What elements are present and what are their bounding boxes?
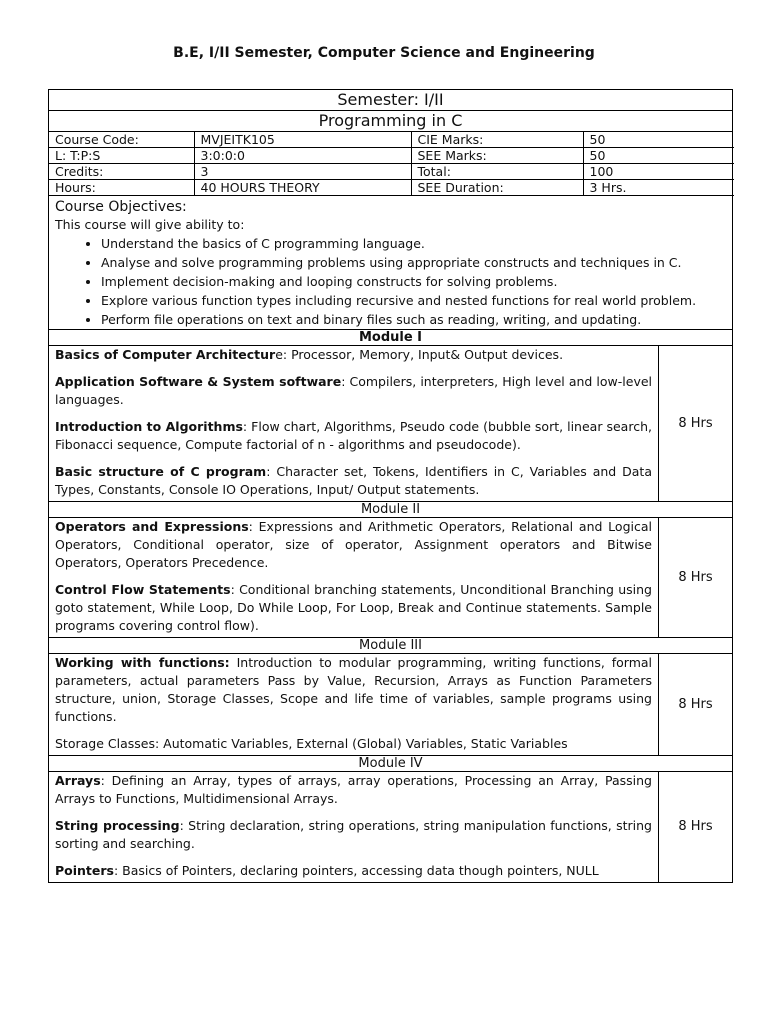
topic-label: Arrays: [55, 773, 101, 788]
module-title: Module III: [49, 638, 732, 654]
topic-label: Basics of Computer Architectur: [55, 347, 276, 362]
topic-text: : Expressions and Arithmetic Operators, Relational and Logical Operators, Conditional operator, size of operator, Assignment operators and Bitwise Operators, Operators Precedence.: [55, 519, 652, 570]
info-label: Total:: [411, 164, 583, 180]
info-value: 50: [583, 148, 734, 164]
module-paragraph: [55, 735, 652, 753]
course-title: Programming in C: [49, 111, 732, 132]
semester-title: Semester: I/II: [49, 90, 732, 111]
info-value: MVJEITK105: [194, 132, 411, 148]
topic-label: Pointers: [55, 863, 114, 878]
info-value: 40 HOURS THEORY: [194, 180, 411, 196]
course-info-table: [49, 132, 734, 196]
topic-text: Storage Classes: Automatic Variables, External (Global) Variables, Static Variables: [55, 736, 568, 751]
topic-text: e: Processor, Memory, Input& Output devices.: [275, 347, 564, 362]
objective-item: • Understand the basics of C programming language.: [101, 234, 726, 253]
module-paragraph: [55, 463, 652, 499]
info-label: Credits:: [49, 164, 194, 180]
topic-label: Basic structure of C program: [55, 464, 267, 479]
topic-text: : String declaration, string operations, string manipulation functions, string sorting and searching.: [55, 818, 652, 851]
module-title: Module I: [49, 330, 732, 346]
objective-item: • Perform file operations on text and binary files such as reading, writing, and updating.: [101, 310, 726, 329]
syllabus-table: [48, 89, 733, 883]
module-content: [49, 772, 659, 882]
info-label: SEE Duration:: [411, 180, 583, 196]
page-header: B.E, I/II Semester, Computer Science and Engineering: [173, 45, 595, 61]
topic-text: : Compilers, interpreters, High level and low-level languages.: [55, 374, 652, 407]
objectives-intro: This course will give ability to:: [55, 217, 245, 232]
topic-text: : Conditional branching statements, Unconditional Branching using goto statement, While Loop, Do While Loop, For Loop, Break and Continue statements. Sample programs covering control flow).: [55, 582, 652, 633]
topic-text: Introduction to modular programming, writing functions, formal parameters, actual parameters Pass by Value, Recursion, Arrays as Function Parameters structure, union, Storage Classes, Scope and life time of variables, sample programs using functions.: [55, 655, 652, 724]
module-paragraph: [55, 581, 652, 635]
module-paragraph: [55, 772, 652, 808]
module-hours: 8 Hrs: [678, 696, 713, 712]
module-title: Module IV: [49, 756, 732, 772]
module-paragraph: [55, 817, 652, 853]
module-body: [49, 346, 732, 502]
info-value: 3:0:0:0: [194, 148, 411, 164]
module-body: [49, 772, 732, 882]
topic-text: : Basics of Pointers, declaring pointers, accessing data though pointers, NULL: [114, 863, 599, 878]
module-hours: 8 Hrs: [678, 415, 713, 431]
module-content: [49, 346, 659, 501]
info-label: CIE Marks:: [411, 132, 583, 148]
module-title: Module II: [49, 502, 732, 518]
course-objectives: [49, 196, 732, 330]
module-paragraph: [55, 654, 652, 726]
module-hours: 8 Hrs: [678, 569, 713, 585]
info-value: 100: [583, 164, 734, 180]
module-paragraph: [55, 518, 652, 572]
info-label: SEE Marks:: [411, 148, 583, 164]
module-hours: 8 Hrs: [678, 819, 713, 834]
info-value: 3: [194, 164, 411, 180]
topic-text: : Flow chart, Algorithms, Pseudo code (bubble sort, linear search, Fibonacci sequence, Compute factorial of n - algorithms and pseudocode).: [55, 419, 652, 452]
info-row: [49, 180, 734, 196]
topic-text: : Defining an Array, types of arrays, array operations, Processing an Array, Passing Arrays to Functions, Multidimensional Arrays.: [55, 773, 652, 806]
topic-label: Working with functions:: [55, 655, 230, 670]
objectives-title: Course Objectives:: [55, 199, 187, 215]
module-paragraph: [55, 862, 652, 880]
objective-item: • Explore various function types including recursive and nested functions for real world problem.: [101, 291, 726, 310]
objective-item: • Implement decision-making and looping constructs for solving problems.: [101, 272, 726, 291]
info-value: 50: [583, 132, 734, 148]
topic-label: Application Software & System software: [55, 374, 342, 389]
topic-text: : Character set, Tokens, Identifiers in C, Variables and Data Types, Constants, Console IO Operations, Input/ Output statements.: [55, 464, 652, 497]
info-row: [49, 148, 734, 164]
objectives-list: [55, 234, 726, 329]
module-content: [49, 518, 659, 637]
info-row: [49, 164, 734, 180]
module-content: [49, 654, 659, 755]
info-value: 3 Hrs.: [583, 180, 734, 196]
module-paragraph: [55, 346, 652, 364]
info-label: L: T:P:S: [49, 148, 194, 164]
topic-label: Introduction to Algorithms: [55, 419, 243, 434]
objective-item: • Analyse and solve programming problems using appropriate constructs and techniques in C.: [101, 253, 726, 272]
module-paragraph: [55, 373, 652, 409]
topic-label: Operators and Expressions: [55, 519, 249, 534]
topic-label: String processing: [55, 818, 180, 833]
module-body: [49, 518, 732, 638]
info-label: Course Code:: [49, 132, 194, 148]
info-label: Hours:: [49, 180, 194, 196]
module-body: [49, 654, 732, 756]
topic-label: Control Flow Statements: [55, 582, 231, 597]
module-paragraph: [55, 418, 652, 454]
info-row: [49, 132, 734, 148]
